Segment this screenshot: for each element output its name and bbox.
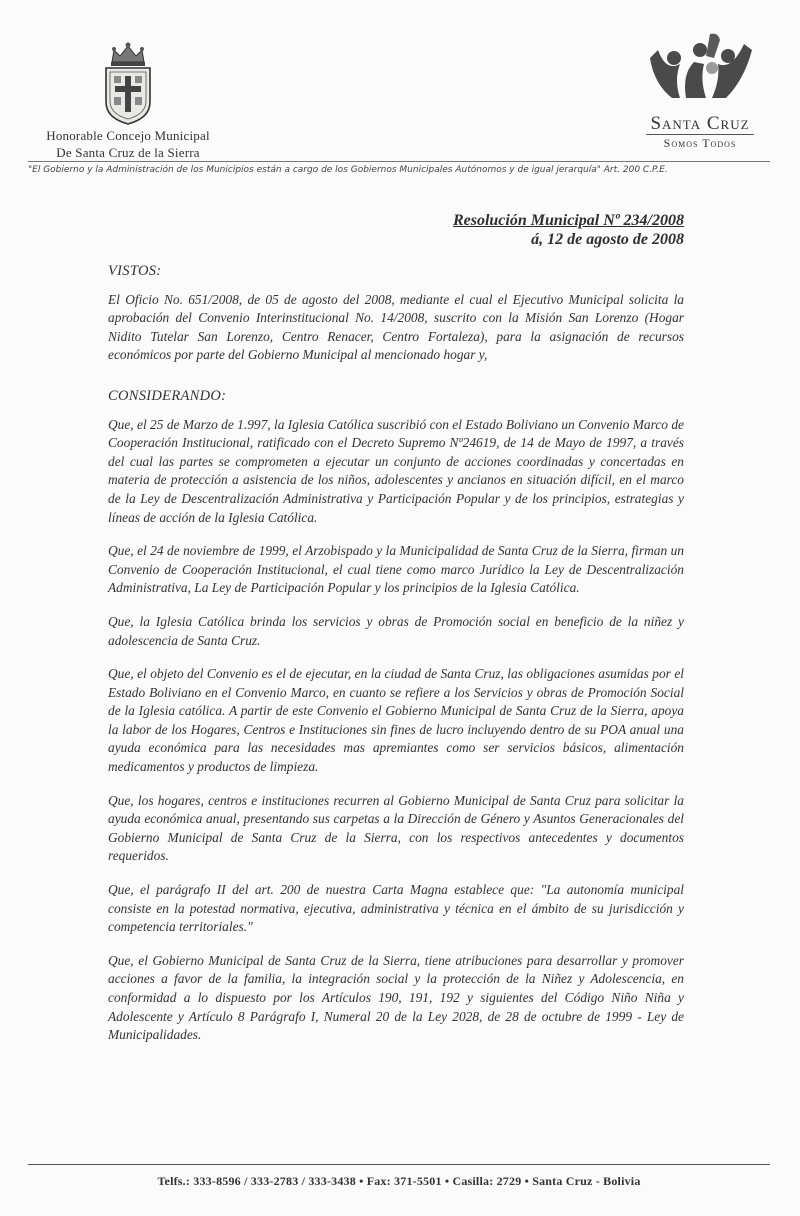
document-body <box>108 262 684 1060</box>
constitution-quote: "El Gobierno y la Administración de los Municipios están a cargo de los Gobiernos Municipales Autónomos y de igual jerarquía" Art. 200 C.P.E. <box>28 161 770 175</box>
vistos-heading: VISTOS: <box>108 263 162 279</box>
council-name-line2: De Santa Cruz de la Sierra <box>56 145 200 160</box>
considerando-paragraph: Que, el 24 de noviembre de 1999, el Arzobispado y la Municipalidad de Santa Cruz de la Sierra, firman un Convenio de Cooperación Institucional, el cual tiene como marco Jurídico la Ley de Descentralización Administrativa, La Ley de Participación Popular y los principios de la Iglesia Católica. <box>108 543 684 596</box>
considerando-paragraph: Que, el objeto del Convenio es el de ejecutar, en la ciudad de Santa Cruz, las obligaciones asumidas por el Estado Boliviano en el Convenio Marco, en cuanto se refiere a los Servicios y obras de Promoción Social de la Iglesia católica. A partir de este Convenio el Gobierno Municipal de Santa Cruz de la Sierra, apoya la labor de los Hogares, Centros e Instituciones sin fines de lucro incluyendo dentro de su POA anual una ayuda económica para las necesidades mas apremiantes como ser servicios básicos, alimentación medicamentos y productos de limpieza. <box>108 666 684 775</box>
resolution-title: Resolución Municipal Nº 234/2008 <box>452 212 684 229</box>
considerando-paragraph: Que, la Iglesia Católica brinda los servicios y obras de Promoción social en beneficio de la niñez y adolescencia de Santa Cruz. <box>108 613 684 648</box>
coat-of-arms-icon <box>98 40 158 126</box>
council-name-line1: Honorable Concejo Municipal <box>46 128 210 143</box>
considerando-paragraph: Que, los hogares, centros e instituciones recurren al Gobierno Municipal de Santa Cruz para solicitar la ayuda económica anual, presentando sus carpetas a la Dirección de Género y Asuntos Generacionales del Gobierno Municipal de Santa Cruz de la Sierra, con los respectivos antecedentes y documentos requeridos. <box>108 792 684 864</box>
santa-cruz-logo <box>630 28 770 151</box>
footer-contact: Telfs.: 333-8596 / 333-2783 / 333-3438 • Fax: 371-5501 • Casilla: 2729 • Santa Cruz - Bolivia <box>28 1164 770 1189</box>
resolution-heading <box>453 212 684 249</box>
logo-name: Santa Cruz <box>646 115 753 135</box>
resolution-date: á, 12 de agosto de 2008 <box>531 231 684 248</box>
considerando-heading: CONSIDERANDO: <box>108 387 227 404</box>
considerando-paragraph: Que, el Gobierno Municipal de Santa Cruz de la Sierra, tiene atribuciones para desarrollar y promover acciones a favor de la familia, la integración social y la protección de la Niñez y Adolescencia, en conformidad a lo dispuesto por los Artículos 190, 191, 192 y siguientes del Código Niño Niña y Adolescente y Artículo 8 Parágrafo I, Numeral 20 de la Ley 2028, de 28 de octubre de 1999 - Ley de Municipalidades. <box>108 952 684 1043</box>
considerando-paragraph: Que, el 25 de Marzo de 1.997, la Iglesia Católica suscribió con el Estado Boliviano un Convenio Marco de Cooperación Institucional, ratificado con el Decreto Supremo Nº24619, de 14 de Mayo de 1997, a través del cual las partes se comprometen a ejecutar un conjunto de acciones coordinadas y concertadas en materia de protección a asistencia de los niños, adolescentes y ancianos en situación difícil, en el marco de la Ley de Descentralización Administrativa y Participación Popular y de los principios, estrategias y líneas de acción de la Iglesia Católica. <box>108 416 684 525</box>
logo-tagline: Somos Todos <box>663 136 737 150</box>
council-header <box>28 40 228 160</box>
vistos-paragraph: El Oficio No. 651/2008, de 05 de agosto del 2008, mediante el cual el Ejecutivo Municipal solicita la aprobación del Convenio Interinstitucional No. 14/2008, suscrito con la Misión San Lorenzo (Hogar Nidito Tutelar San Lorenzo, Centro Renacer, Centro Fortaleza), para la asignación de recursos económicos por parte del Gobierno Municipal al mencionado hogar y, <box>108 291 684 363</box>
people-logo-icon <box>640 28 760 114</box>
considerando-paragraph: Que, el parágrafo II del art. 200 de nuestra Carta Magna establece que: "La autonomía municipal consiste en la potestad normativa, ejecutiva, administrativa y técnica en el ámbito de su jurisdicción y competencia territoriales." <box>108 882 684 935</box>
